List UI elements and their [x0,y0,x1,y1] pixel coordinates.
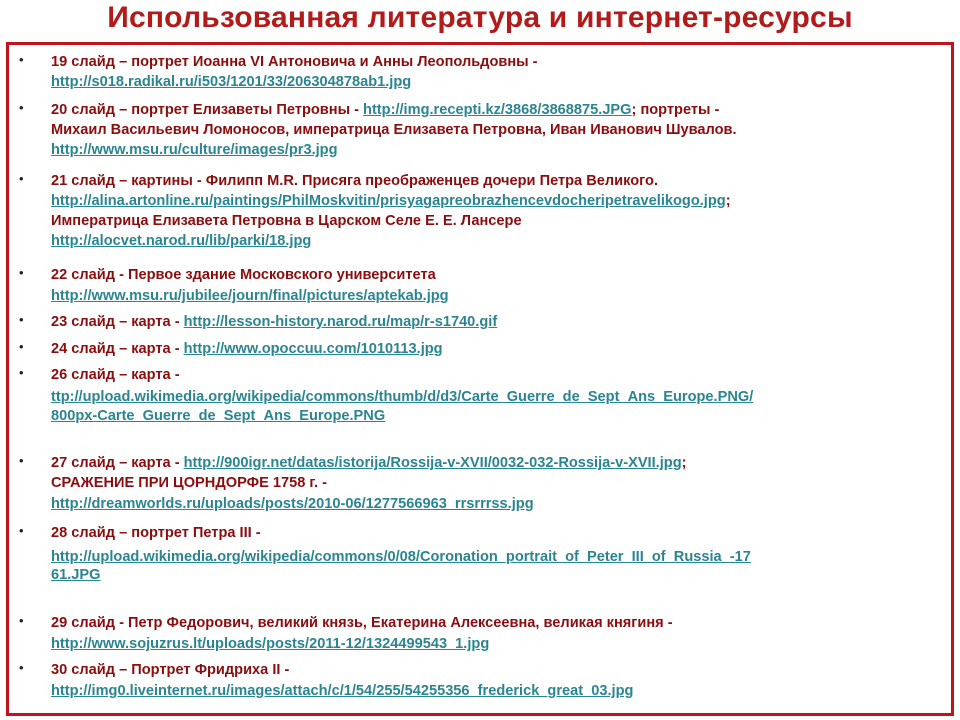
reference-item-29 [19,613,949,655]
reference-text: 28 слайд – портрет Петра III - [51,525,261,541]
reference-item-20 [19,100,949,160]
references-frame [6,42,954,716]
reference-link[interactable]: http://upload.wikimedia.org/wikipedia/commons/0/08/Coronation_portrait_of_Peter_III_of_Russia_-17 [51,549,751,565]
bullet: • [19,660,24,675]
reference-text: 21 слайд – картины - Филипп М.R. Присяга преображенцев дочери Петра Великого. [51,173,659,189]
reference-link[interactable]: http://900igr.net/datas/istorija/Rossija-v-XVII/0032-032-Rossija-v-XVII.jpg [183,455,682,471]
reference-item-22 [19,265,949,307]
reference-link[interactable]: http://img.recepti.kz/3868/3868875.JPG [363,102,632,118]
reference-link[interactable]: http://alocvet.narod.ru/lib/parki/18.jpg [51,233,312,249]
reference-text: 26 слайд – карта - [51,367,180,383]
slide-title: Использованная литература и интернет-ресурсы [107,1,853,34]
reference-item-26 [19,365,949,425]
reference-text: 23 слайд – карта - [51,314,184,330]
reference-link[interactable]: http://www.msu.ru/culture/images/pr3.jpg [51,142,338,158]
reference-link-cont[interactable]: 800px-Carte_Guerre_de_Sept_Ans_Europe.PNG [51,408,386,424]
reference-link[interactable]: http://s018.radikal.ru/i503/1201/33/206304878ab1.jpg [51,74,412,90]
reference-text: Михаил Васильевич Ломоносов, императрица Елизавета Петровна, Иван Иванович Шувалов. [51,122,737,138]
reference-text: 19 слайд – портрет Иоанна VI Антоновича и Анны Леопольдовны - [51,54,538,70]
reference-item-21 [19,171,949,251]
reference-link[interactable]: http://alina.artonline.ru/paintings/PhilMoskvitin/prisyagapreobrazhencevdocheripetravelikogo.jpg [51,193,726,209]
reference-text-cont: ; портреты - [631,102,720,118]
reference-text: 27 слайд – карта - [51,455,184,471]
reference-item-28 [19,523,949,583]
reference-text: СРАЖЕНИЕ ПРИ ЦОРНДОРФЕ 1758 г. - [51,475,327,491]
bullet: • [19,453,24,468]
bullet: • [19,265,24,280]
bullet: • [19,613,24,628]
bullet: • [19,365,24,380]
reference-item-27 [19,453,949,515]
reference-item-19 [19,52,949,92]
reference-link-cont[interactable]: 61.JPG [51,567,101,583]
reference-link[interactable]: ttp://upload.wikimedia.org/wikipedia/commons/thumb/d/d3/Carte_Guerre_de_Sept_Ans_Europe.PNG/ [51,389,754,405]
reference-link[interactable]: http://img0.liveinternet.ru/images/attach/c/1/54/255/54255356_frederick_great_03.jpg [51,683,634,699]
bullet: • [19,100,24,115]
reference-text: Императрица Елизавета Петровна в Царском Селе Е. Е. Лансере [51,213,522,229]
reference-link[interactable]: http://www.msu.ru/jubilee/journ/final/pictures/aptekab.jpg [51,288,449,304]
reference-item-24 [19,339,949,359]
reference-link[interactable]: http://dreamworlds.ru/uploads/posts/2010-06/1277566963_rrsrrrss.jpg [51,496,534,512]
reference-text-cont: ; [725,193,731,209]
reference-text: 29 слайд - Петр Федорович, великий князь, Екатерина Алексеевна, великая княгиня - [51,615,673,631]
reference-item-23 [19,312,949,332]
bullet: • [19,312,24,327]
reference-text: 22 слайд - Первое здание Московского университета [51,267,436,283]
reference-text: 20 слайд – портрет Елизаветы Петровны - [51,102,364,118]
bullet: • [19,171,24,186]
bullet: • [19,52,24,67]
bullet: • [19,523,24,538]
reference-link[interactable]: http://www.sojuzrus.lt/uploads/posts/2011-12/1324499543_1.jpg [51,636,490,652]
reference-link[interactable]: http://www.opoccuu.com/1010113.jpg [183,341,443,357]
bullet: • [19,339,24,354]
reference-text-cont: ; [681,455,687,471]
reference-text: 30 слайд – Портрет Фридриха II - [51,662,290,678]
reference-item-30 [19,660,949,702]
reference-link[interactable]: http://lesson-history.narod.ru/map/r-s1740.gif [183,314,498,330]
reference-text: 24 слайд – карта - [51,341,184,357]
